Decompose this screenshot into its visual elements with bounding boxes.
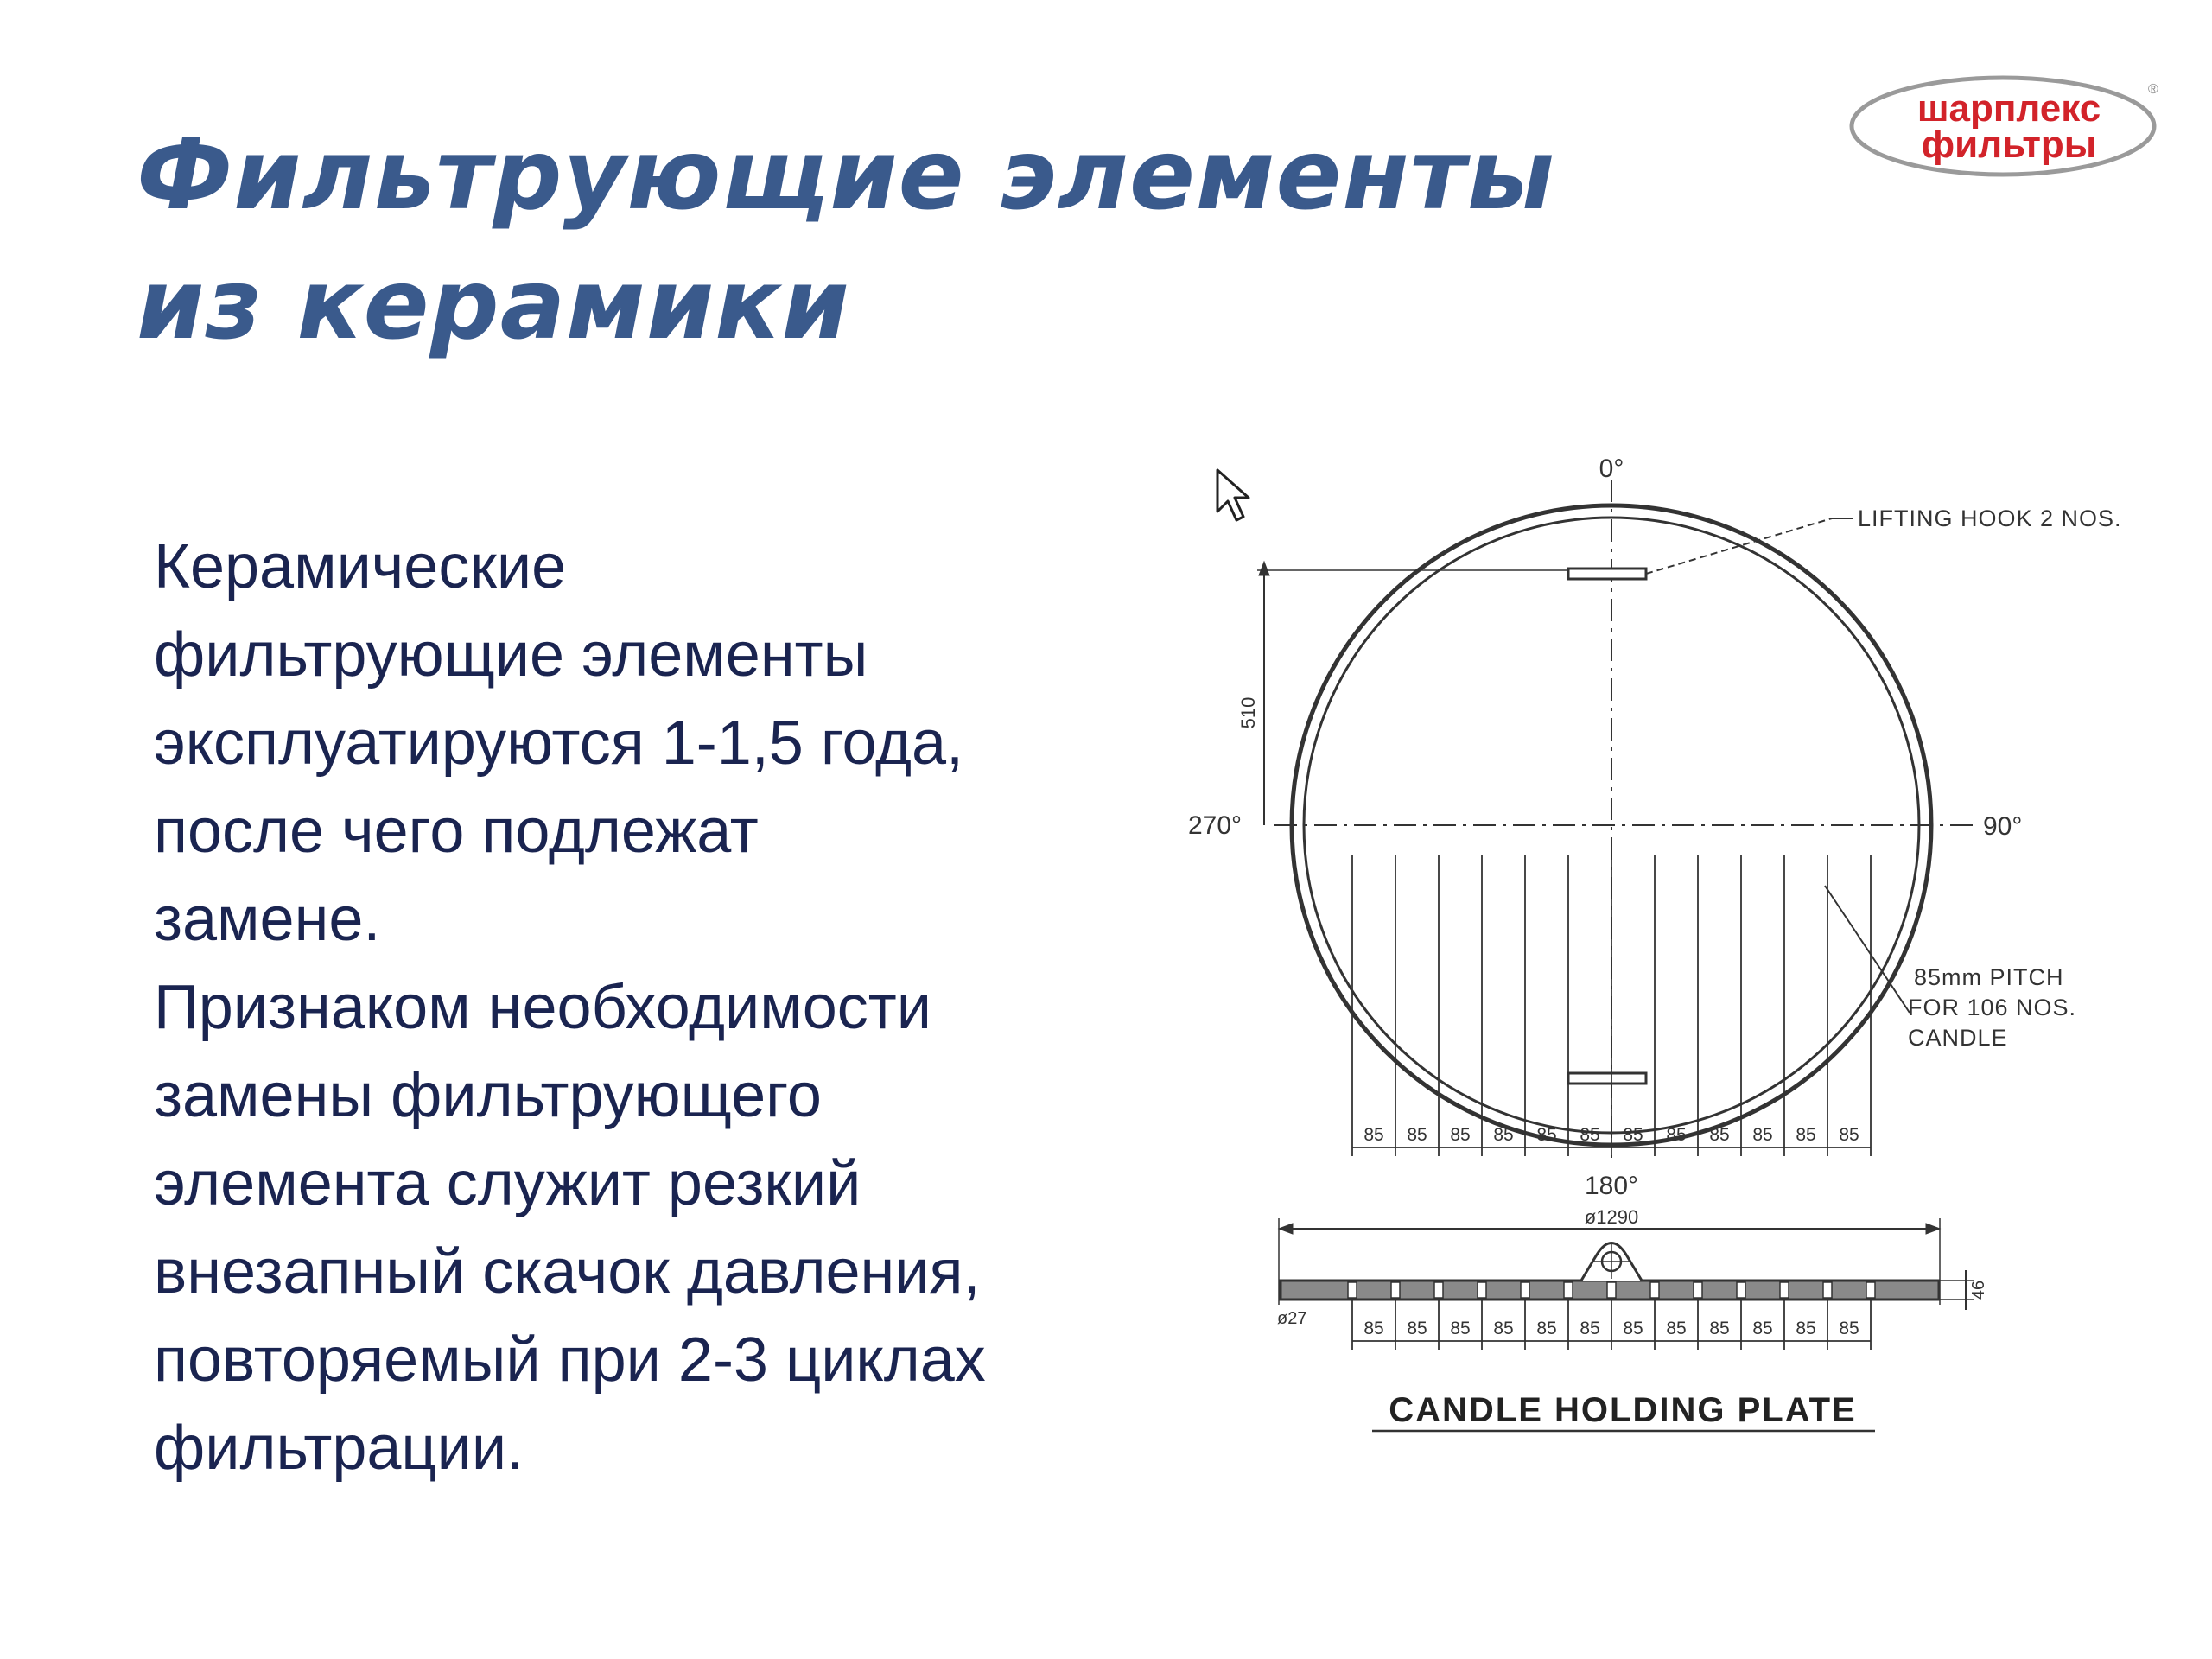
- plan-pitch-label: 85: [1580, 1125, 1600, 1145]
- plan-pitch-label: 85: [1839, 1125, 1859, 1145]
- side-hole: [1478, 1282, 1486, 1298]
- side-hole: [1737, 1282, 1745, 1298]
- side-pitch-label: 85: [1666, 1319, 1687, 1338]
- side-pitch-label: 85: [1493, 1319, 1514, 1338]
- plan-pitch-label: 85: [1363, 1125, 1384, 1145]
- body-line: повторяемый при 2-3 циклах: [154, 1325, 986, 1395]
- diameter-arrow-right: [1926, 1224, 1940, 1234]
- side-hole: [1780, 1282, 1789, 1298]
- side-hole: [1391, 1282, 1400, 1298]
- slide-title: [137, 111, 1556, 370]
- plan-pitch-label: 85: [1407, 1125, 1427, 1145]
- side-hole: [1694, 1282, 1702, 1298]
- plan-pitch-label: 85: [1666, 1125, 1687, 1145]
- body-line: замене.: [154, 885, 381, 954]
- sharplex-logo: [1849, 69, 2169, 181]
- thickness-label: 46: [1969, 1280, 1988, 1300]
- body-line: после чего подлежат: [154, 797, 759, 866]
- candle-plate-drawing: [1175, 449, 2177, 1443]
- body-line: элемента служит резкий: [154, 1149, 861, 1218]
- lifting-hook-top: [1568, 569, 1646, 579]
- lifting-hook-bottom: [1568, 1073, 1646, 1084]
- side-pitch-label: 85: [1623, 1319, 1643, 1338]
- logo-line-1: шарплекс: [1916, 87, 2101, 130]
- body-text: [154, 523, 1191, 1492]
- angle-top-label: 0°: [1599, 454, 1624, 483]
- side-hole: [1564, 1282, 1573, 1298]
- side-hole: [1348, 1282, 1357, 1298]
- title-line-1: Фильтрующие элементы: [137, 119, 1556, 232]
- body-line: фильтрующие элементы: [154, 620, 868, 690]
- dim-510-label: 510: [1237, 696, 1259, 729]
- pitch-label-line-3: CANDLE: [1908, 1025, 2008, 1051]
- side-hole: [1521, 1282, 1529, 1298]
- side-hole: [1866, 1282, 1875, 1298]
- logo-line-2: фильтры: [1921, 124, 2097, 166]
- side-pitch-label: 85: [1536, 1319, 1557, 1338]
- plan-pitch-label: 85: [1709, 1125, 1730, 1145]
- side-pitch-label: 85: [1580, 1319, 1600, 1338]
- side-hole: [1823, 1282, 1832, 1298]
- plan-pitch-label: 85: [1752, 1125, 1773, 1145]
- body-line: замены фильтрующего: [154, 1061, 822, 1130]
- plan-pitch-label: 85: [1450, 1125, 1471, 1145]
- angle-bottom-label: 180°: [1584, 1172, 1639, 1200]
- logo-registered-mark: ®: [2148, 82, 2158, 97]
- body-line: внезапный скачок давления,: [154, 1237, 981, 1306]
- side-pitch-label: 85: [1709, 1319, 1730, 1338]
- plan-pitch-label: 85: [1623, 1125, 1643, 1145]
- hole-diameter-label: ø27: [1277, 1309, 1307, 1328]
- diameter-label: ø1290: [1584, 1206, 1639, 1228]
- side-pitch-label: 85: [1363, 1319, 1384, 1338]
- pitch-label-line-1: 85mm PITCH: [1914, 964, 2064, 990]
- side-pitch-label: 85: [1796, 1319, 1816, 1338]
- diameter-arrow-left: [1279, 1224, 1293, 1234]
- side-pitch-label: 85: [1407, 1319, 1427, 1338]
- body-line: эксплуатируются 1-1,5 года,: [154, 709, 964, 778]
- body-line: фильтрации.: [154, 1414, 524, 1483]
- lifting-hook-label: LIFTING HOOK 2 NOS.: [1858, 505, 2122, 531]
- side-dimension-row: [1352, 1300, 1871, 1350]
- plan-pitch-label: 85: [1796, 1125, 1816, 1145]
- title-line-2: из керамики: [137, 249, 850, 361]
- side-hole: [1650, 1282, 1659, 1298]
- side-hole: [1434, 1282, 1443, 1298]
- plan-pitch-label: 85: [1536, 1125, 1557, 1145]
- plan-dimension-row: [1352, 855, 1871, 1156]
- drawing-caption: CANDLE HOLDING PLATE: [1389, 1391, 1857, 1429]
- body-line: Керамические: [154, 532, 567, 601]
- pitch-label-line-2: FOR 106 NOS.: [1908, 995, 2077, 1020]
- dim-510-arrow: [1259, 562, 1269, 575]
- body-line: Признаком необходимости: [154, 973, 931, 1042]
- angle-left-label: 270°: [1188, 811, 1243, 840]
- side-pitch-label: 85: [1839, 1319, 1859, 1338]
- side-hole: [1607, 1282, 1616, 1298]
- plan-pitch-label: 85: [1493, 1125, 1514, 1145]
- pitch-leader-line: [1825, 886, 1910, 1013]
- side-pitch-label: 85: [1450, 1319, 1471, 1338]
- side-pitch-label: 85: [1752, 1319, 1773, 1338]
- angle-right-label: 90°: [1983, 812, 2023, 841]
